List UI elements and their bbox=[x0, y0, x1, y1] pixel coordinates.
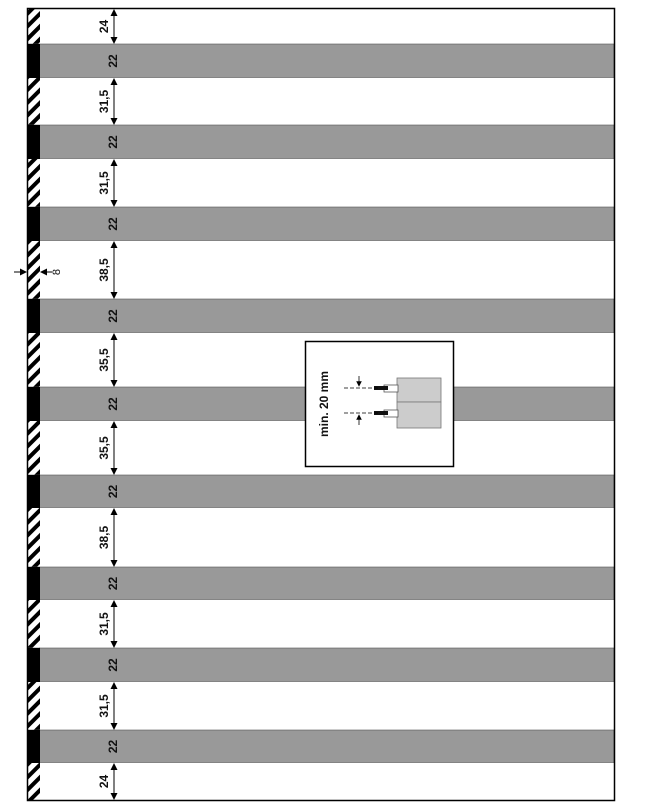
black-edge-block bbox=[28, 475, 40, 508]
inset-detail bbox=[306, 342, 454, 467]
white-band bbox=[28, 159, 614, 207]
black-edge-block bbox=[28, 567, 40, 600]
band-label: 22 bbox=[106, 397, 121, 411]
white-band bbox=[28, 241, 614, 299]
white-band bbox=[28, 682, 614, 730]
black-edge-block bbox=[28, 648, 40, 682]
hatched-edge-strip bbox=[28, 78, 40, 125]
black-edge-block bbox=[28, 44, 40, 78]
dimension-label: 24 bbox=[97, 19, 112, 34]
black-edge-block bbox=[28, 730, 40, 763]
hatched-edge-strip bbox=[28, 9, 40, 44]
hatched-edge-strip bbox=[28, 333, 40, 387]
band-label: 22 bbox=[106, 658, 121, 672]
band-label: 22 bbox=[106, 217, 121, 231]
dimension-label: 31,5 bbox=[97, 89, 112, 114]
black-edge-block bbox=[28, 125, 40, 159]
inset-plate-bottom bbox=[397, 402, 441, 428]
band-label: 22 bbox=[106, 135, 121, 149]
hatched-edge-strip bbox=[28, 241, 40, 299]
white-band bbox=[28, 763, 614, 800]
margin-label: 8 bbox=[50, 268, 63, 276]
band-label: 22 bbox=[106, 484, 121, 499]
black-edge-block bbox=[28, 387, 40, 421]
band-label: 22 bbox=[106, 309, 121, 323]
dimension-label: 31,5 bbox=[97, 694, 112, 718]
black-edge-block bbox=[28, 207, 40, 241]
white-band bbox=[28, 78, 614, 125]
dimension-label: 35,5 bbox=[97, 348, 112, 372]
inset-plate-top bbox=[397, 378, 441, 402]
dimension-label: 38,5 bbox=[97, 258, 112, 282]
black-edge-block bbox=[28, 299, 40, 333]
hatched-edge-strip bbox=[28, 421, 40, 475]
hatched-edge-strip bbox=[28, 600, 40, 648]
inset-label: min. 20 mm bbox=[317, 370, 332, 438]
band-label: 22 bbox=[106, 576, 121, 591]
hatched-edge-strip bbox=[28, 159, 40, 207]
hatched-edge-strip bbox=[28, 508, 40, 567]
dimension-label: 24 bbox=[97, 774, 112, 789]
hatched-edge-strip bbox=[28, 763, 40, 800]
white-band bbox=[28, 508, 614, 567]
dimension-label: 31,5 bbox=[97, 612, 112, 636]
white-band bbox=[28, 600, 614, 648]
band-label: 22 bbox=[106, 739, 121, 754]
dimension-label: 35,5 bbox=[97, 436, 112, 460]
hatched-edge-strip bbox=[28, 682, 40, 730]
dimension-label: 38,5 bbox=[97, 525, 112, 550]
band-label: 22 bbox=[106, 54, 121, 68]
dimension-label: 31,5 bbox=[97, 171, 112, 195]
white-band bbox=[28, 9, 614, 44]
